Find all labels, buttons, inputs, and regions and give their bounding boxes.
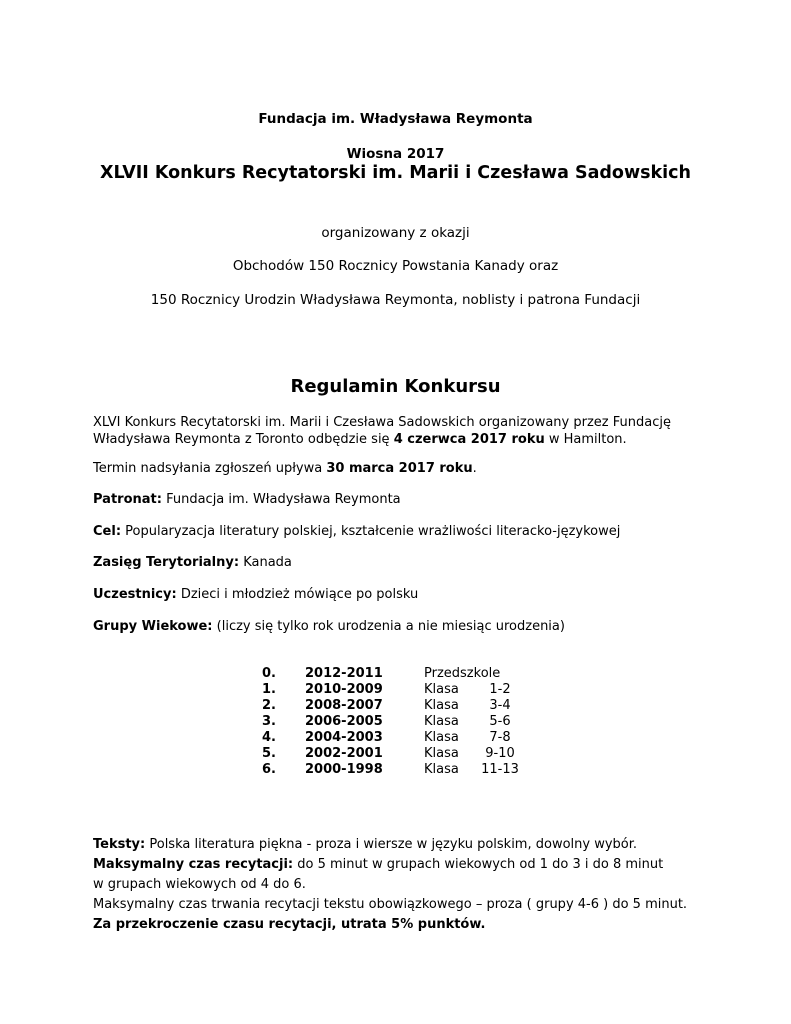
age-group-class: Klasa bbox=[424, 762, 459, 777]
age-group-row bbox=[262, 666, 528, 682]
age-group-grades: 1-2 bbox=[489, 682, 511, 697]
age-groups-value: (liczy się tylko rok urodzenia a nie miesiąc urodzenia) bbox=[212, 619, 565, 634]
occasion-line-1: Obchodów 150 Rocznicy Powstania Kanady oraz bbox=[232, 258, 559, 274]
age-group-years: 2010-2009 bbox=[305, 682, 383, 697]
age-group-years: 2002-2001 bbox=[305, 746, 383, 761]
age-group-grades: 9-10 bbox=[485, 746, 515, 761]
age-group-class: Przedszkole bbox=[424, 666, 501, 681]
intro-line-1: XLVI Konkurs Recytatorski im. Marii i Czesława Sadowskich organizowany przez Fundację bbox=[93, 415, 671, 430]
age-group-class: Klasa bbox=[424, 746, 459, 761]
age-group-class: Klasa bbox=[424, 714, 459, 729]
participants-label: Uczestnicy: bbox=[93, 587, 177, 602]
foundation-name: Fundacja im. Władysława Reymonta bbox=[258, 111, 533, 127]
maxtime-value: do 5 minut w grupach wiekowych od 1 do 3 i do 8 minut bbox=[293, 857, 664, 872]
age-group-row bbox=[262, 746, 528, 762]
intro-text-b: w Hamilton. bbox=[544, 432, 627, 447]
intro-paragraph bbox=[93, 414, 671, 448]
participants-line bbox=[93, 587, 418, 602]
texts-label: Teksty: bbox=[93, 837, 146, 852]
age-group-class: Klasa bbox=[424, 682, 459, 697]
regulations-title: Regulamin Konkursu bbox=[290, 376, 501, 397]
maxtime-continuation: w grupach wiekowych od 4 do 6. bbox=[93, 877, 306, 892]
goal-value: Popularyzacja literatury polskiej, kształcenie wrażliwości literacko-językowej bbox=[121, 524, 621, 539]
patron-value: Fundacja im. Władysława Reymonta bbox=[161, 492, 401, 507]
age-group-class: Klasa bbox=[424, 730, 459, 745]
age-group-row bbox=[262, 714, 528, 730]
scope-line bbox=[93, 555, 292, 570]
age-group-number: 6. bbox=[262, 762, 276, 777]
occasion-line-2: 150 Rocznicy Urodzin Władysława Reymonta, noblisty i patrona Fundacji bbox=[150, 292, 641, 308]
age-group-row bbox=[262, 730, 528, 746]
age-group-class: Klasa bbox=[424, 698, 459, 713]
deadline-text-a: Termin nadsyłania zgłoszeń upływa bbox=[93, 461, 327, 476]
mandatory-text-line: Maksymalny czas trwania recytacji tekstu obowiązkowego – proza ( grupy 4-6 ) do 5 minut. bbox=[93, 897, 688, 912]
intro-line-2 bbox=[93, 431, 671, 448]
scope-value: Kanada bbox=[239, 555, 292, 570]
age-group-number: 0. bbox=[262, 666, 276, 681]
age-groups-table bbox=[262, 666, 528, 778]
scope-label: Zasięg Terytorialny: bbox=[93, 555, 240, 570]
age-group-number: 5. bbox=[262, 746, 276, 761]
patron-label: Patronat: bbox=[93, 492, 162, 507]
contest-date: 4 czerwca 2017 roku bbox=[393, 432, 545, 447]
season-label: Wiosna 2017 bbox=[346, 146, 445, 162]
age-group-row bbox=[262, 682, 528, 698]
participants-value: Dzieci i młodzież mówiące po polsku bbox=[176, 587, 419, 602]
age-group-number: 3. bbox=[262, 714, 276, 729]
maxtime-label: Maksymalny czas recytacji: bbox=[93, 857, 294, 872]
occasion-text: organizowany z okazji bbox=[321, 225, 470, 241]
age-group-grades: 7-8 bbox=[489, 730, 511, 745]
texts-value: Polska literatura piękna - proza i wiersze w języku polskim, dowolny wybór. bbox=[145, 837, 638, 852]
age-group-row bbox=[262, 698, 528, 714]
age-groups-line bbox=[93, 619, 565, 634]
age-group-number: 2. bbox=[262, 698, 276, 713]
age-group-years: 2004-2003 bbox=[305, 730, 383, 745]
age-group-grades: 11-13 bbox=[481, 762, 519, 777]
age-groups-label: Grupy Wiekowe: bbox=[93, 619, 213, 634]
age-group-grades: 5-6 bbox=[489, 714, 511, 729]
intro-text-a: Władysława Reymonta z Toronto odbędzie się bbox=[93, 432, 394, 447]
age-group-years: 2008-2007 bbox=[305, 698, 383, 713]
age-group-number: 4. bbox=[262, 730, 276, 745]
rules-block bbox=[93, 835, 733, 935]
age-group-years: 2006-2005 bbox=[305, 714, 383, 729]
goal-line bbox=[93, 524, 620, 539]
contest-title: XLVII Konkurs Recytatorski im. Marii i Czesława Sadowskich bbox=[99, 163, 692, 183]
maxtime-line bbox=[93, 855, 733, 875]
age-group-number: 1. bbox=[262, 682, 276, 697]
deadline-date: 30 marca 2017 roku bbox=[326, 461, 473, 476]
deadline-text-b: . bbox=[472, 461, 477, 476]
penalty-line: Za przekroczenie czasu recytacji, utrata 5% punktów. bbox=[93, 917, 486, 932]
age-group-grades: 3-4 bbox=[489, 698, 511, 713]
goal-label: Cel: bbox=[93, 524, 122, 539]
deadline-line bbox=[93, 461, 477, 476]
age-group-years: 2000-1998 bbox=[305, 762, 383, 777]
age-group-years: 2012-2011 bbox=[305, 666, 383, 681]
age-group-row bbox=[262, 762, 528, 778]
patron-line bbox=[93, 492, 401, 507]
texts-line bbox=[93, 835, 733, 855]
